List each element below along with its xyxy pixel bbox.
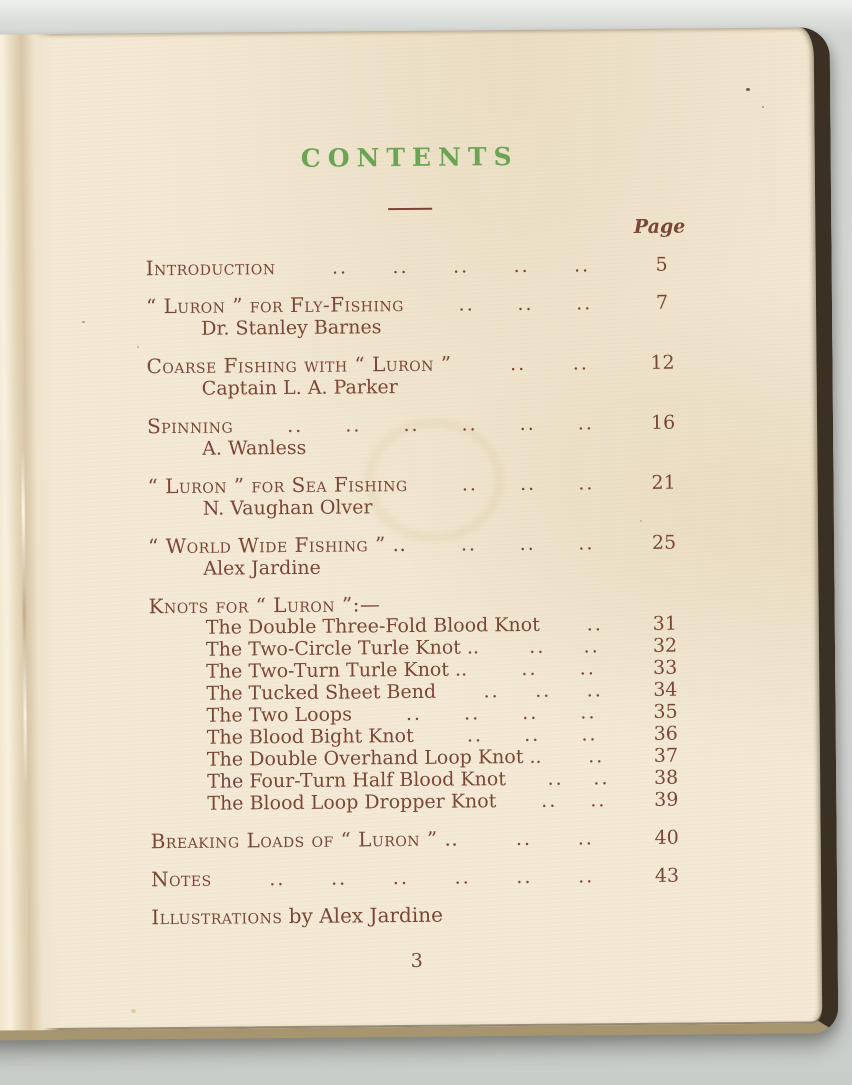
toc-entry <box>151 826 681 854</box>
dot-leaders: .. .. .. <box>466 723 598 747</box>
dot-leaders: .. .. <box>529 635 600 658</box>
dot-leaders: .. .. <box>541 789 607 812</box>
toc-entries <box>146 253 682 929</box>
entry-title: The Blood Loop Dropper Knot <box>207 790 497 815</box>
contents-page <box>144 29 686 975</box>
entry-title-rest: by Alex Jardine <box>282 902 444 929</box>
page-number: 38 <box>653 766 679 789</box>
page-number: 7 <box>655 291 669 314</box>
page-number: 21 <box>651 471 676 494</box>
page-number: 5 <box>655 253 668 276</box>
dot-leaders: .. .. .. <box>458 292 593 316</box>
toc-entry <box>146 351 676 401</box>
toc-entry <box>151 902 681 929</box>
page-title: CONTENTS <box>300 141 519 173</box>
dot-leaders: .. .. .. .. <box>405 701 597 725</box>
page-number: 39 <box>654 788 679 811</box>
page-number: 37 <box>653 744 679 767</box>
scan-speck <box>82 321 85 323</box>
scan-speck <box>640 520 642 522</box>
entry-title: Coarse Fishing with “ Luron ” <box>146 351 452 379</box>
dot-leaders: .. .. <box>547 767 610 790</box>
scan-speck <box>131 1009 136 1013</box>
dot-leaders: .. .. .. <box>483 679 603 703</box>
toc-entry <box>148 531 678 581</box>
page-number: 12 <box>650 351 675 374</box>
scan-speck <box>762 106 764 108</box>
dot-leaders: .. .. <box>510 352 589 376</box>
spine-fold <box>0 34 60 1031</box>
entry-title: “ Luron ” for Sea Fishing <box>147 471 408 499</box>
entry-author: Alex Jardine <box>203 556 321 580</box>
toc-entry <box>147 411 677 461</box>
scan-speck <box>137 346 139 348</box>
entry-author: Dr. Stanley Barnes <box>201 316 382 340</box>
entry-title: Notes <box>150 866 212 892</box>
page-number: 43 <box>654 864 680 887</box>
page-column-header: Page <box>633 215 686 238</box>
book-page <box>0 27 838 1040</box>
entry-title: Breaking Loads of “ Luron ” .. <box>150 826 459 854</box>
entry-title: The Double Three-Fold Blood Knot <box>205 613 540 639</box>
toc-entry <box>150 789 680 816</box>
entry-title: The Double Overhand Loop Knot .. <box>206 745 542 771</box>
entry-title: The Two-Circle Turle Knot .. <box>205 636 480 661</box>
page-number: 34 <box>653 678 678 701</box>
entry-title: The Blood Bight Knot <box>206 724 414 749</box>
dot-leaders: .. .. .. .. .. <box>331 254 591 279</box>
dot-leaders: .. <box>586 613 603 636</box>
toc-entry <box>146 253 676 281</box>
dot-leaders: .. .. <box>521 657 596 680</box>
entry-title: “ Luron ” for Fly-Fishing <box>145 292 405 319</box>
entry-author: Captain L. A. Parker <box>201 376 398 400</box>
entry-author: N. Vaughan Olver <box>202 496 373 520</box>
dot-leaders: .. .. .. <box>460 532 595 556</box>
toc-entry <box>151 864 681 892</box>
dot-leaders: .. .. .. <box>461 472 595 496</box>
entry-title: The Tucked Sheet Bend <box>206 680 437 705</box>
entry-title: The Two-Turn Turle Knot .. <box>206 658 468 683</box>
page-number: 36 <box>653 722 678 745</box>
entry-title: Knots for “ Luron ”:— <box>148 592 381 619</box>
entry-title: Introduction <box>145 255 276 281</box>
entry-title: Spinning <box>146 413 234 439</box>
dot-leaders: .. .. .. .. .. .. <box>269 865 595 891</box>
toc-entry <box>147 471 677 521</box>
page-number: 40 <box>654 826 679 849</box>
dot-leaders: .. .. .. .. .. .. <box>287 412 595 438</box>
divider-rule <box>388 208 432 210</box>
entry-author: A. Wanless <box>202 436 307 460</box>
page-number: 35 <box>653 700 678 723</box>
page-number: 31 <box>652 612 677 635</box>
entry-title: “ World Wide Fishing ” .. <box>147 531 407 559</box>
page-number: 33 <box>652 656 678 679</box>
entry-title: The Two Loops <box>206 703 353 727</box>
page-number: 32 <box>652 634 678 657</box>
page-number: 25 <box>651 531 677 554</box>
page-number: 16 <box>650 411 676 434</box>
dot-leaders: .. <box>588 745 605 768</box>
toc-entry <box>146 291 676 341</box>
scan-speck <box>746 88 750 91</box>
folio-page-number: 3 <box>410 949 423 972</box>
entry-title: Illustrations <box>151 904 283 930</box>
dot-leaders: .. .. <box>515 827 594 851</box>
entry-title: The Four-Turn Half Blood Knot <box>207 768 507 793</box>
